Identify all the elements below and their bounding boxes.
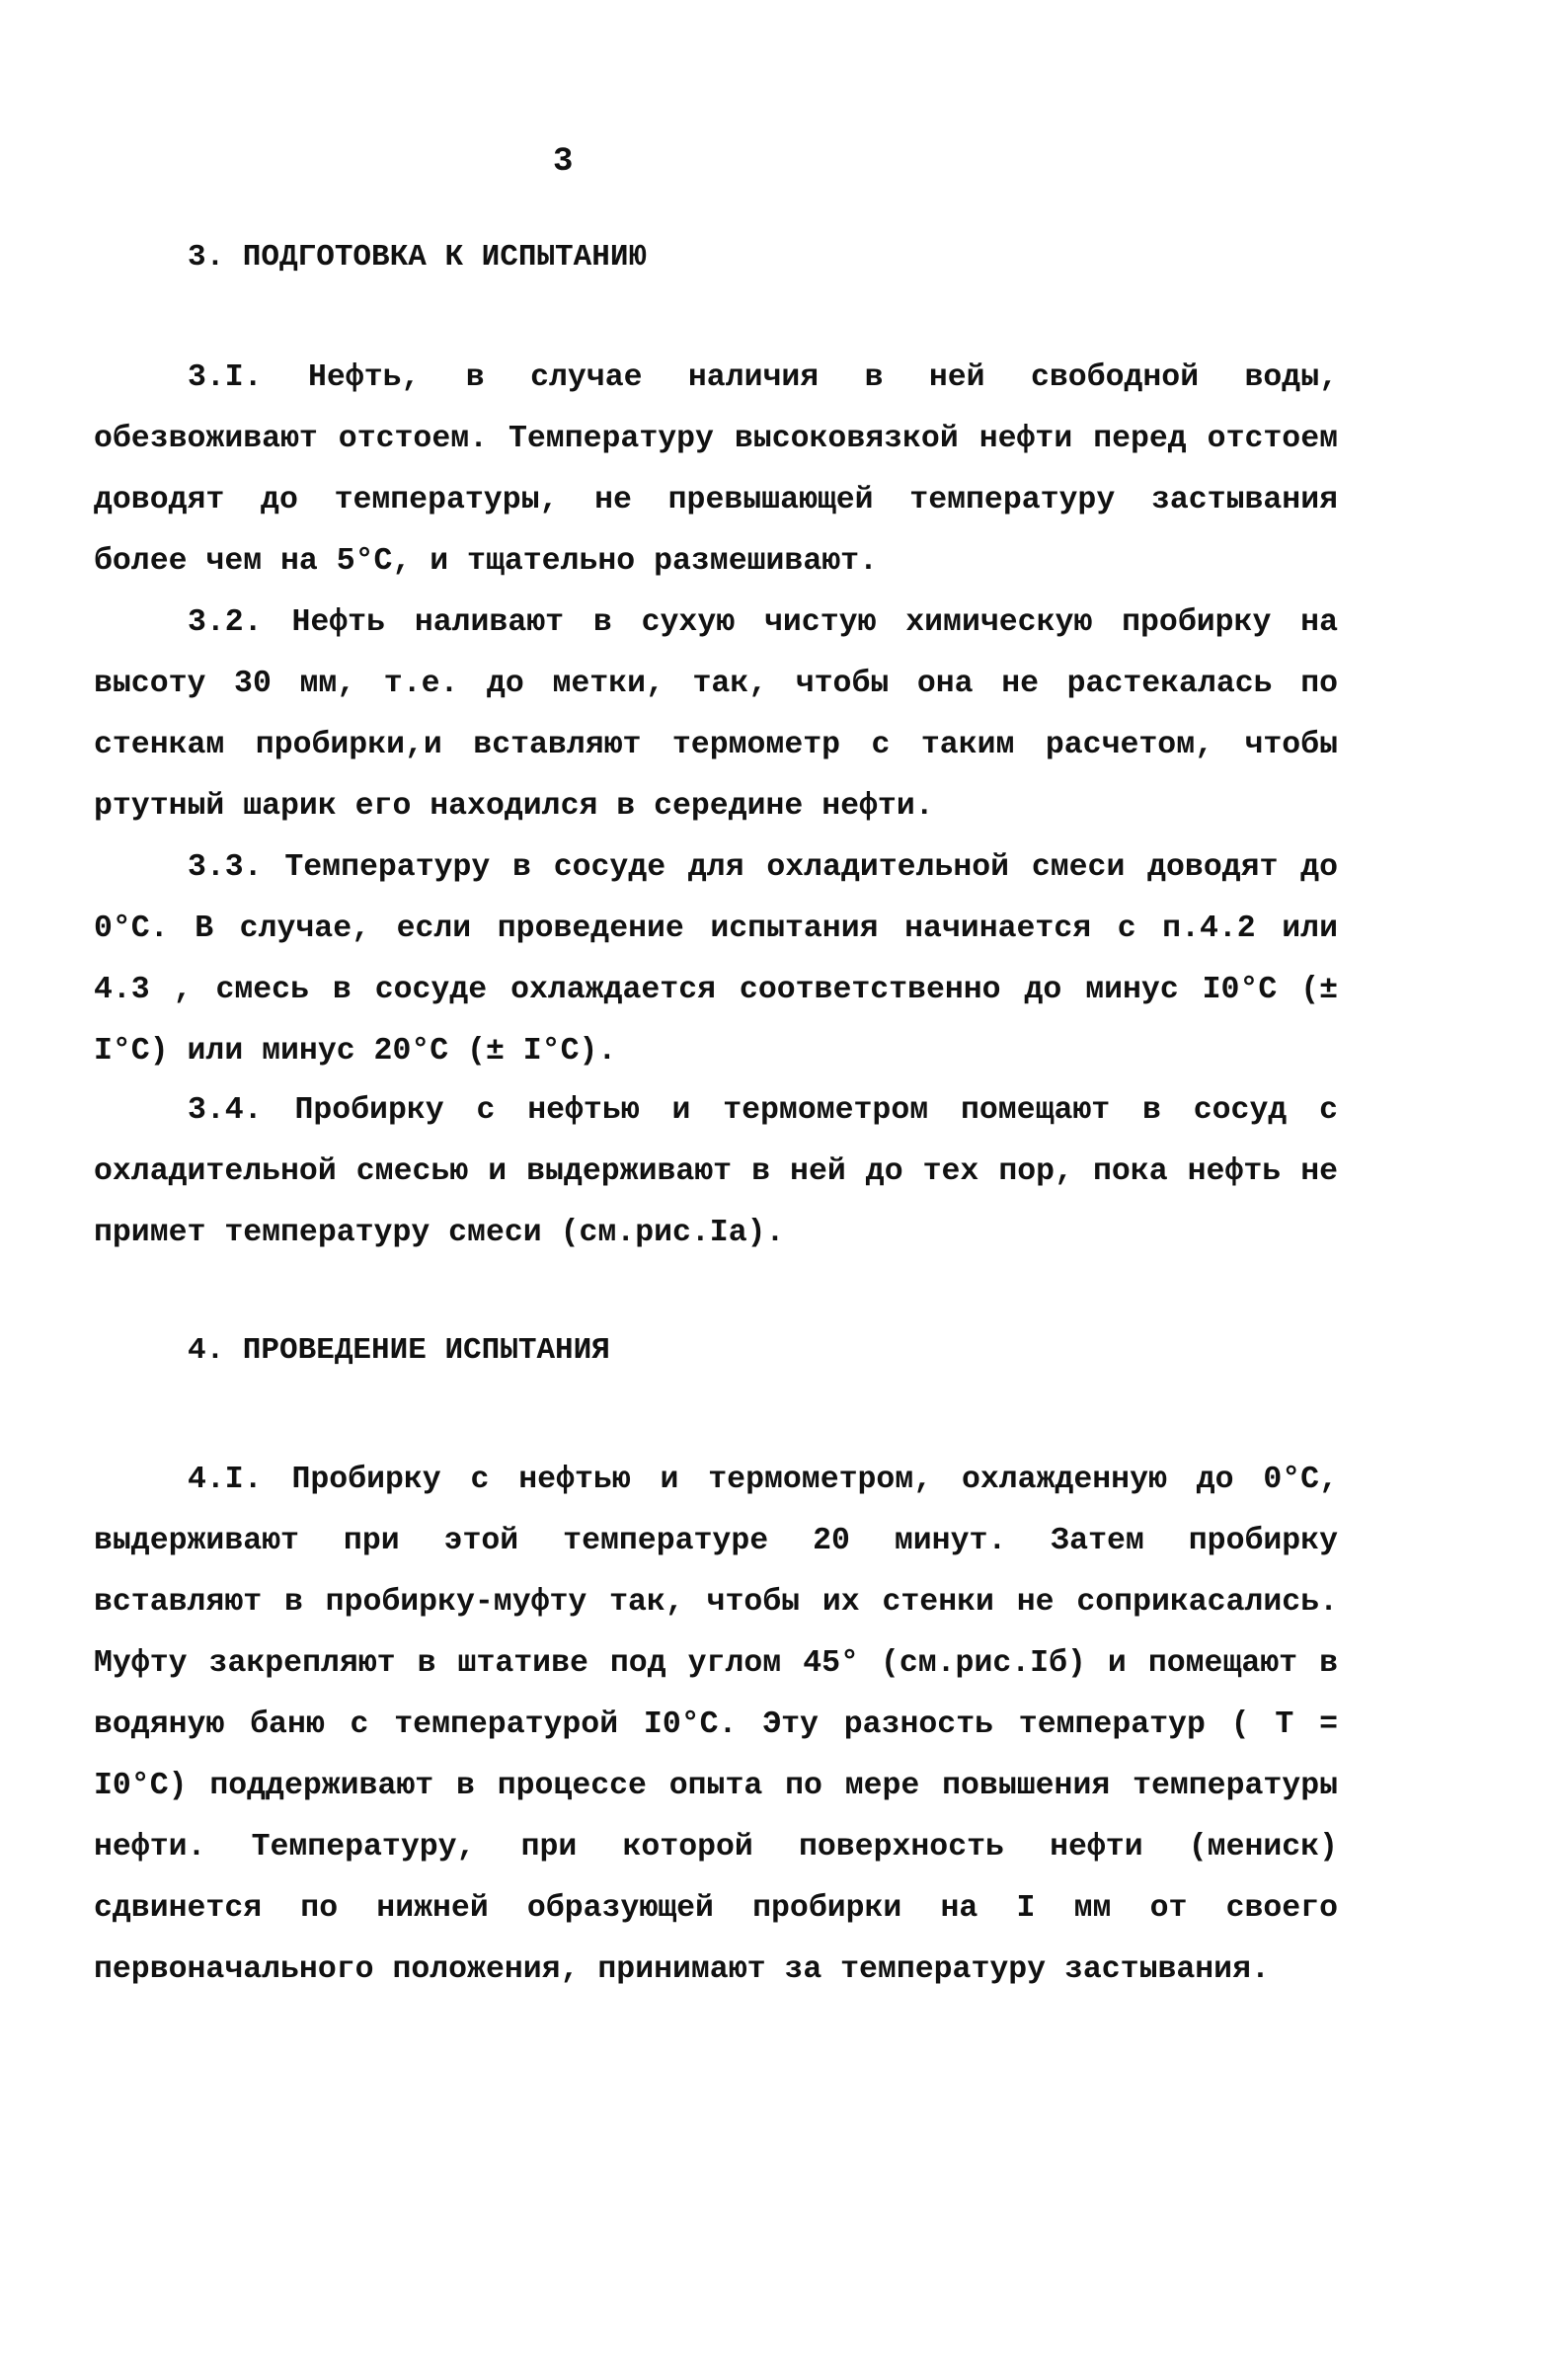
page-number: 3 [553, 143, 574, 181]
paragraph-3-2: 3.2. Нефть наливают в сухую чистую химическую пробирку на высоту 30 мм, т.е. до метки, так, чтобы она не растекалась по стенкам пробирки,и вставляют термометр с таким расчетом, чтобы ртутный шарик его находился в середине нефти. [94, 605, 1338, 824]
paragraph-4-1: 4.I. Пробирку с нефтью и термометром, охлажденную до 0°С, выдерживают при этой температуре 20 минут. Затем пробирку вставляют в пробирку-муфту так, чтобы их стенки не соприкасались. Муфту закрепляют в штативе под углом 45° (см.рис.Iб) и помещают в водяную баню с температурой I0°С. Эту разность температур ( Т = I0°С) поддерживают в процессе опыта по мере повышения температуры нефти. Температуру, при которой поверхность нефти (мениск) сдвинется по нижней образующей пробирки на I мм от своего первоначального положения, принимают за температуру застывания. [94, 1463, 1338, 1987]
paragraph-3-1: 3.I. Нефть, в случае наличия в ней свободной воды, обезвоживают отстоем. Температуру высоковязкой нефти перед отстоем доводят до температуры, не превышающей температуру застывания более чем на 5°С, и тщательно размешивают. [94, 360, 1338, 579]
paragraph-3-4: 3.4. Пробирку с нефтью и термометром помещают в сосуд с охладительной смесью и выдерживают в ней до тех пор, пока нефть не примет температуру смеси (см.рис.Iа). [94, 1093, 1338, 1250]
section-4-title: 4. ПРОВЕДЕНИЕ ИСПЫТАНИЯ [188, 1333, 610, 1368]
section-3-title: 3. ПОДГОТОВКА К ИСПЫТАНИЮ [188, 240, 648, 275]
paragraph-3-3: 3.3. Температуру в сосуде для охладительной смеси доводят до 0°С. В случае, если проведение испытания начинается с п.4.2 или 4.3 , смесь в сосуде охлаждается соответственно до минус I0°С (± I°С) или минус 20°С (± I°С). [94, 850, 1338, 1069]
